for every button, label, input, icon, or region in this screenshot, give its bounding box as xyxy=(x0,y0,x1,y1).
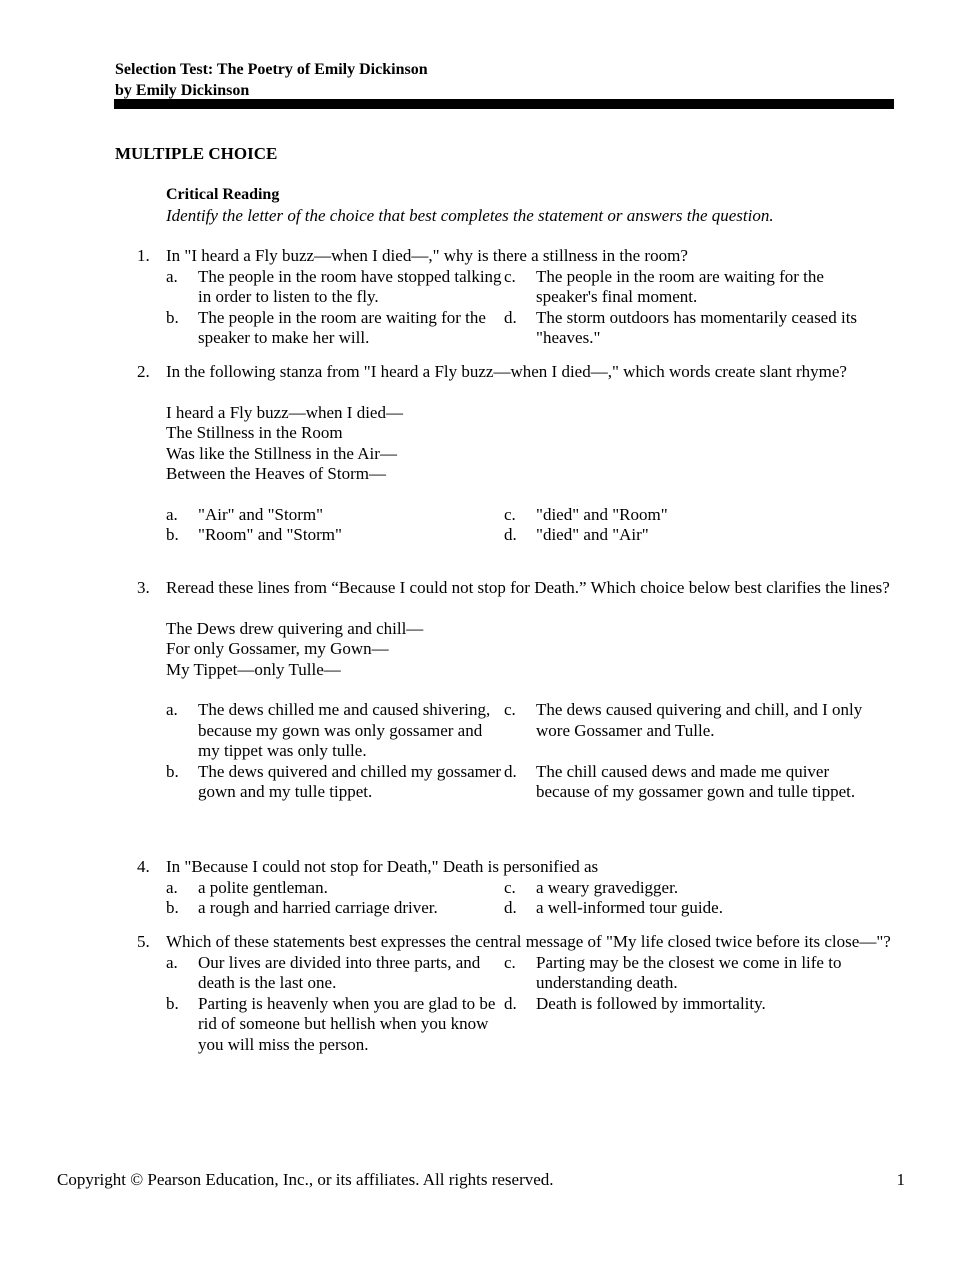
stanza-line: The Stillness in the Room xyxy=(166,423,343,442)
option-text: The dews chilled me and caused shivering, because my gown was only gossamer and my tippet was only tulle. xyxy=(198,700,491,760)
option-letter: a. xyxy=(166,952,178,972)
option-letter: c. xyxy=(504,877,516,897)
question-5 xyxy=(137,932,897,1055)
option-c[interactable] xyxy=(504,700,864,762)
option-a[interactable] xyxy=(166,878,504,899)
question-number: 3. xyxy=(137,578,150,597)
option-c[interactable] xyxy=(504,505,864,526)
document-header xyxy=(115,59,428,101)
option-b[interactable] xyxy=(166,525,504,546)
option-letter: c. xyxy=(504,952,516,972)
question-number: 5. xyxy=(137,932,150,951)
option-c[interactable] xyxy=(504,953,864,994)
option-d[interactable] xyxy=(504,994,864,1056)
question-text: Which of these statements best expresses the central message of "My life closed twice before its close—"? xyxy=(166,932,891,951)
option-text: "Room" and "Storm" xyxy=(198,525,342,544)
option-letter: a. xyxy=(166,700,178,719)
header-rule xyxy=(114,99,894,109)
option-text: Our lives are divided into three parts, and death is the last one. xyxy=(198,952,481,992)
option-text: a weary gravedigger. xyxy=(536,877,679,897)
question-1 xyxy=(137,246,897,349)
option-letter: c. xyxy=(504,504,516,524)
critical-reading-block xyxy=(166,185,774,226)
option-letter: b. xyxy=(166,307,179,327)
page-footer xyxy=(57,1170,905,1191)
option-text: a rough and harried carriage driver. xyxy=(198,898,438,917)
option-d[interactable] xyxy=(504,762,864,803)
option-text: The people in the room have stopped talking in order to listen to the fly. xyxy=(198,266,502,306)
test-author: by Emily Dickinson xyxy=(115,82,250,99)
option-text: "died" and "Room" xyxy=(536,504,668,524)
poem-stanza xyxy=(166,403,897,485)
question-number: 4. xyxy=(137,857,150,876)
option-letter: b. xyxy=(166,761,179,781)
option-text: The people in the room are waiting for the speaker's final moment. xyxy=(536,266,824,306)
option-letter: c. xyxy=(504,700,516,719)
critical-reading-title: Critical Reading xyxy=(166,186,280,203)
option-letter: d. xyxy=(504,761,517,781)
option-b[interactable] xyxy=(166,308,504,349)
option-b[interactable] xyxy=(166,994,504,1056)
option-a[interactable] xyxy=(166,267,504,308)
option-a[interactable] xyxy=(166,700,504,762)
question-text: In "Because I could not stop for Death," Death is personified as xyxy=(166,857,599,876)
test-title: Selection Test: The Poetry of Emily Dickinson xyxy=(115,61,428,78)
stanza-line: Was like the Stillness in the Air— xyxy=(166,443,397,463)
option-d[interactable] xyxy=(504,898,864,919)
option-letter: b. xyxy=(166,993,179,1013)
page-number: 1 xyxy=(896,1170,905,1189)
option-text: "Air" and "Storm" xyxy=(198,504,324,524)
poem-stanza xyxy=(166,619,897,681)
question-3 xyxy=(137,578,897,803)
option-letter: a. xyxy=(166,266,178,286)
question-4 xyxy=(137,857,897,919)
option-text: The dews caused quivering and chill, and I only wore Gossamer and Tulle. xyxy=(536,700,863,740)
question-text: In "I heard a Fly buzz—when I died—," why is there a stillness in the room? xyxy=(166,246,688,265)
option-text: "died" and "Air" xyxy=(536,525,649,544)
option-d[interactable] xyxy=(504,308,864,349)
option-text: a well-informed tour guide. xyxy=(536,898,723,917)
option-letter: c. xyxy=(504,266,516,286)
option-letter: b. xyxy=(166,525,179,544)
copyright-notice: Copyright © Pearson Education, Inc., or its affiliates. All rights reserved. xyxy=(57,1170,554,1189)
section-heading: MULTIPLE CHOICE xyxy=(115,144,278,163)
option-letter: d. xyxy=(504,898,517,917)
option-letter: d. xyxy=(504,993,517,1013)
stanza-line: Between the Heaves of Storm— xyxy=(166,464,386,483)
option-text: Parting may be the closest we come in life to understanding death. xyxy=(536,952,842,992)
option-d[interactable] xyxy=(504,525,864,546)
option-letter: d. xyxy=(504,525,517,544)
option-a[interactable] xyxy=(166,505,504,526)
stanza-line: My Tippet—only Tulle— xyxy=(166,659,341,679)
option-text: The dews quivered and chilled my gossamer gown and my tulle tippet. xyxy=(198,761,502,801)
option-letter: a. xyxy=(166,877,178,897)
question-2 xyxy=(137,362,897,546)
option-b[interactable] xyxy=(166,898,504,919)
option-text: The storm outdoors has momentarily ceased its "heaves." xyxy=(536,307,858,347)
option-letter: b. xyxy=(166,898,179,917)
stanza-line: The Dews drew quivering and chill— xyxy=(166,618,424,638)
option-b[interactable] xyxy=(166,762,504,803)
instructions: Identify the letter of the choice that best completes the statement or answers the question. xyxy=(166,205,774,225)
option-text: The people in the room are waiting for the speaker to make her will. xyxy=(198,307,486,347)
option-c[interactable] xyxy=(504,267,864,308)
option-letter: a. xyxy=(166,504,178,524)
question-text: In the following stanza from "I heard a Fly buzz—when I died—," which words create slant rhyme? xyxy=(166,362,847,381)
option-text: Parting is heavenly when you are glad to be rid of someone but hellish when you know you will miss the person. xyxy=(198,993,496,1054)
option-a[interactable] xyxy=(166,953,504,994)
option-c[interactable] xyxy=(504,878,864,899)
option-text: a polite gentleman. xyxy=(198,877,328,897)
option-text: The chill caused dews and made me quiver because of my gossamer gown and tulle tippet. xyxy=(536,761,856,801)
question-number: 1. xyxy=(137,246,150,265)
stanza-line: I heard a Fly buzz—when I died— xyxy=(166,402,403,422)
question-number: 2. xyxy=(137,362,150,381)
option-text: Death is followed by immortality. xyxy=(536,993,766,1013)
option-letter: d. xyxy=(504,307,517,327)
stanza-line: For only Gossamer, my Gown— xyxy=(166,639,389,658)
question-text: Reread these lines from “Because I could not stop for Death.” Which choice below best clarifies the lines? xyxy=(166,578,890,597)
